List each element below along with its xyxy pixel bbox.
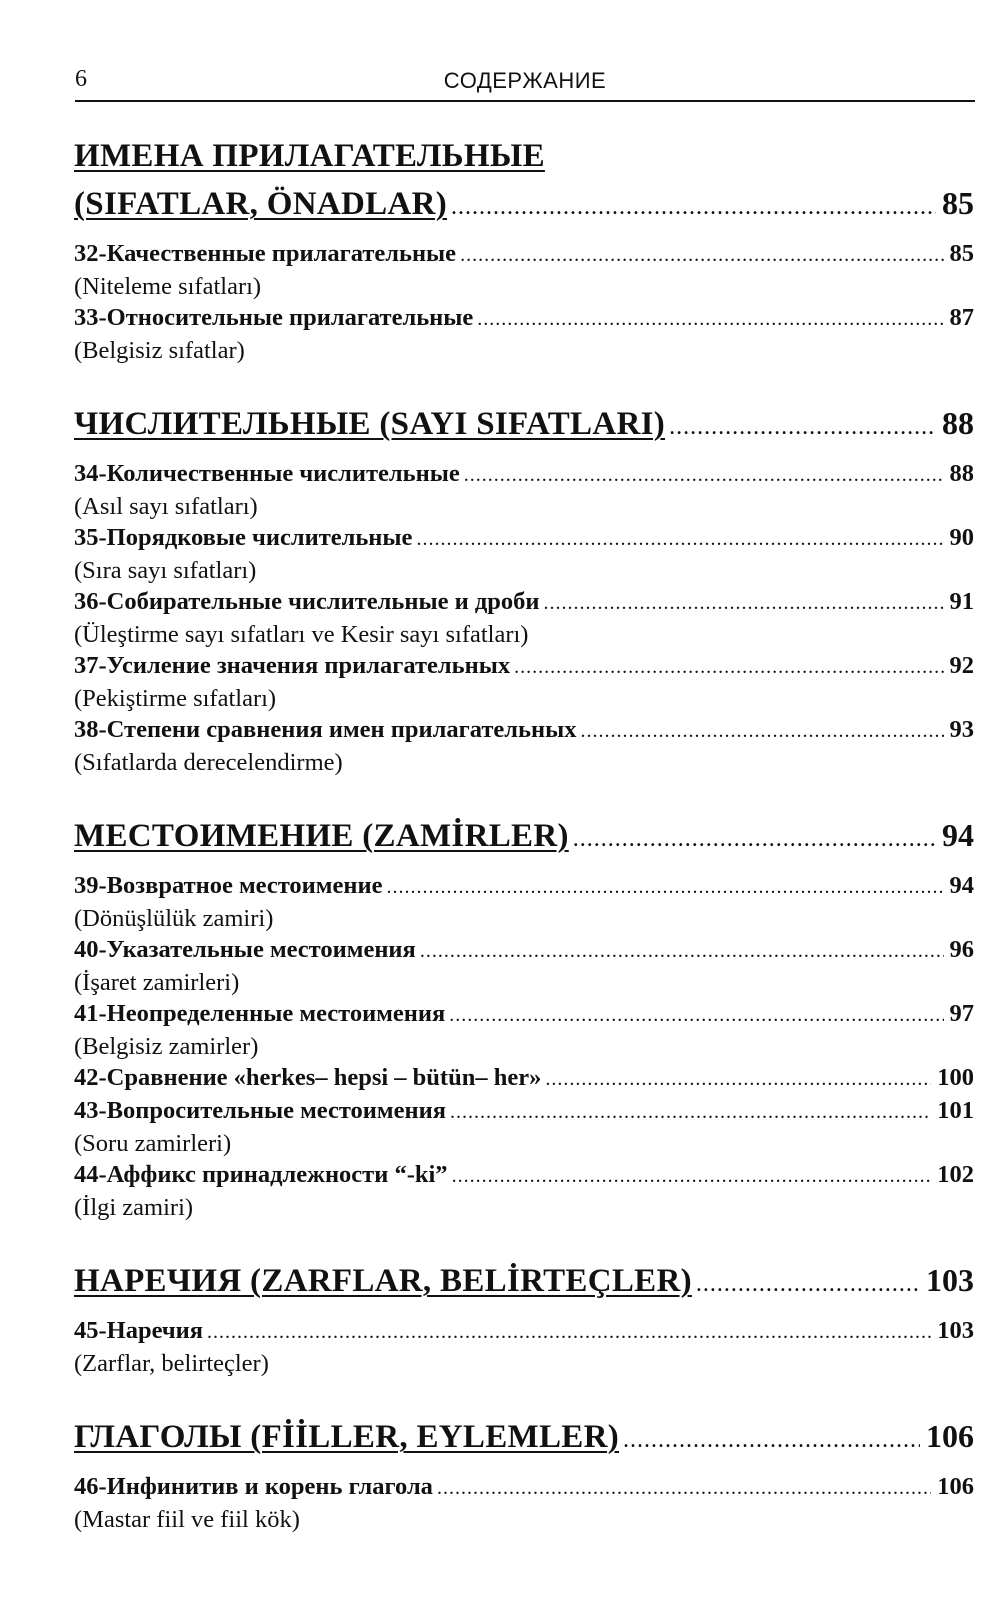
entry-title-line [74,998,974,1031]
dot-leader [696,1271,920,1298]
entry-title-line [74,1062,974,1095]
toc-entry [74,458,974,522]
running-title: СОДЕРЖАНИЕ [443,68,607,93]
entry-title: 44-Аффикс принадлежности “-ki” [74,1161,448,1188]
entry-page-number: 91 [949,588,974,615]
dot-leader [464,460,944,491]
dot-leader [669,414,936,441]
toc-entry [74,650,974,714]
section-title-wrap [74,180,447,228]
entry-subtitle: (Sıfatlarda derecelendirme) [74,749,343,776]
section-heading [74,1413,974,1461]
entry-title: 42-Сравнение «herkes– hepsi – bütün– her» [74,1064,542,1091]
toc-section [74,1413,974,1535]
dot-leader [545,1064,931,1095]
toc-entry [74,1159,974,1223]
entry-page-number: 96 [949,936,974,963]
toc-entry [74,1315,974,1379]
section-title: ИМЕНА ПРИЛАГАТЕЛЬНЫЕ [74,138,545,174]
dot-leader [623,1427,920,1454]
entry-page-number: 87 [949,304,974,331]
entry-title-line [74,1315,974,1348]
entry-title-line [74,586,974,619]
entry-title: 34-Количественные числительные [74,460,460,487]
entry-title-line [74,934,974,967]
toc-entry [74,1062,974,1095]
section-title-line [74,812,974,860]
section-title: НАРЕЧИЯ (ZARFLAR, BELİRTEÇLER) [74,1263,692,1299]
toc-entry [74,1471,974,1535]
entry-page-number: 85 [949,240,974,267]
toc-entry [74,238,974,302]
entry-title-line [74,650,974,683]
entry-subtitle: (Mastar fiil ve fiil kök) [74,1506,300,1533]
entry-subtitle: (Dönüşlülük zamiri) [74,905,274,932]
section-heading [74,400,974,448]
section-title-line [74,180,974,228]
dot-leader [437,1473,931,1504]
entry-title-line [74,522,974,555]
dot-leader [543,588,943,619]
toc-section [74,812,974,1223]
entry-page-number: 103 [937,1317,974,1344]
entry-title: 38-Степени сравнения имен прилагательных [74,716,577,743]
section-title: (SIFATLAR, ÖNADLAR) [74,186,447,222]
dot-leader [573,826,936,853]
dot-leader [450,1097,931,1128]
entry-subtitle: (Sıra sayı sıfatları) [74,557,257,584]
toc-entry [74,586,974,650]
toc-section [74,1257,974,1379]
entry-page-number: 93 [949,716,974,743]
section-title-wrap [74,812,569,860]
section-heading [74,812,974,860]
dot-leader [581,716,944,747]
entry-page-number: 90 [949,524,974,551]
section-title-wrap [74,400,665,448]
section-heading [74,1257,974,1305]
section-title: МЕСТОИМЕНИЕ (ZAMİRLER) [74,818,569,854]
dot-leader [449,1000,943,1031]
entry-title-line [74,1159,974,1192]
toc-entry [74,1095,974,1159]
entry-subtitle: (Zarflar, belirteçler) [74,1350,269,1377]
toc-section [74,132,974,366]
entry-subtitle: (Pekiştirme sıfatları) [74,685,277,712]
dot-leader [452,1161,932,1192]
toc-entry [74,934,974,998]
entry-title: 40-Указательные местоимения [74,936,416,963]
entry-title-line [74,238,974,271]
entry-page-number: 106 [937,1473,974,1500]
dot-leader [514,652,943,683]
entry-title: 35-Порядковые числительные [74,524,413,551]
entry-subtitle: (Belgisiz sıfatlar) [74,337,245,364]
dot-leader [386,872,943,903]
dot-leader [460,240,943,271]
entry-page-number: 97 [949,1000,974,1027]
section-title-line [74,400,974,448]
section-heading [74,132,974,228]
entry-subtitle: (Soru zamirleri) [74,1130,232,1157]
entry-page-number: 101 [937,1097,974,1124]
section-title: ГЛАГОЛЫ (FİİLLER, EYLEMLER) [74,1419,620,1455]
page-number: 6 [75,66,87,92]
entry-title: 33-Относительные прилагательные [74,304,474,331]
dot-leader [451,194,936,221]
running-header [75,66,975,102]
entry-subtitle: (Belgisiz zamirler) [74,1033,259,1060]
section-page-number: 88 [942,405,974,441]
entry-subtitle: (Üleştirme sayı sıfatları ve Kesir sayı sıfatları) [74,621,529,648]
table-of-contents [74,132,974,1569]
entry-title: 45-Наречия [74,1317,204,1344]
entry-title: 37-Усиление значения прилагательных [74,652,511,679]
dot-leader [420,936,944,967]
section-title: ЧИСЛИТЕЛЬНЫЕ (SAYI SIFATLARI) [74,406,666,442]
toc-entry [74,714,974,778]
toc-entry [74,870,974,934]
entry-title-line [74,714,974,747]
section-title-line [74,1257,974,1305]
entry-title-line [74,1095,974,1128]
dot-leader [207,1317,931,1348]
entry-title: 32-Качественные прилагательные [74,240,457,267]
entry-title: 39-Возвратное местоимение [74,872,383,899]
section-title-wrap [74,1413,619,1461]
toc-entry [74,522,974,586]
toc-entry [74,302,974,366]
entry-title: 36-Собирательные числительные и дроби [74,588,540,615]
entry-subtitle: (İşaret zamirleri) [74,969,240,996]
dot-leader [416,524,943,555]
entry-subtitle: (İlgi zamiri) [74,1194,194,1221]
toc-section [74,400,974,778]
entry-title: 46-Инфинитив и корень глагола [74,1473,433,1500]
entry-title-line [74,302,974,335]
entry-title: 41-Неопределенные местоимения [74,1000,446,1027]
dot-leader [477,304,943,335]
entry-subtitle: (Niteleme sıfatları) [74,273,262,300]
section-page-number: 106 [926,1418,974,1454]
entry-page-number: 94 [949,872,974,899]
entry-title-line [74,458,974,491]
toc-entry [74,998,974,1062]
entry-title-line [74,1471,974,1504]
entry-page-number: 92 [949,652,974,679]
section-title-line [74,132,974,180]
entry-page-number: 100 [937,1064,974,1091]
entry-page-number: 102 [937,1161,974,1188]
entry-title: 43-Вопросительные местоимения [74,1097,446,1124]
section-page-number: 85 [942,185,974,221]
section-title-wrap [74,1257,692,1305]
section-title-line [74,1413,974,1461]
section-page-number: 103 [926,1262,974,1298]
entry-subtitle: (Asıl sayı sıfatları) [74,493,258,520]
entry-title-line [74,870,974,903]
entry-page-number: 88 [949,460,974,487]
section-page-number: 94 [942,817,974,853]
